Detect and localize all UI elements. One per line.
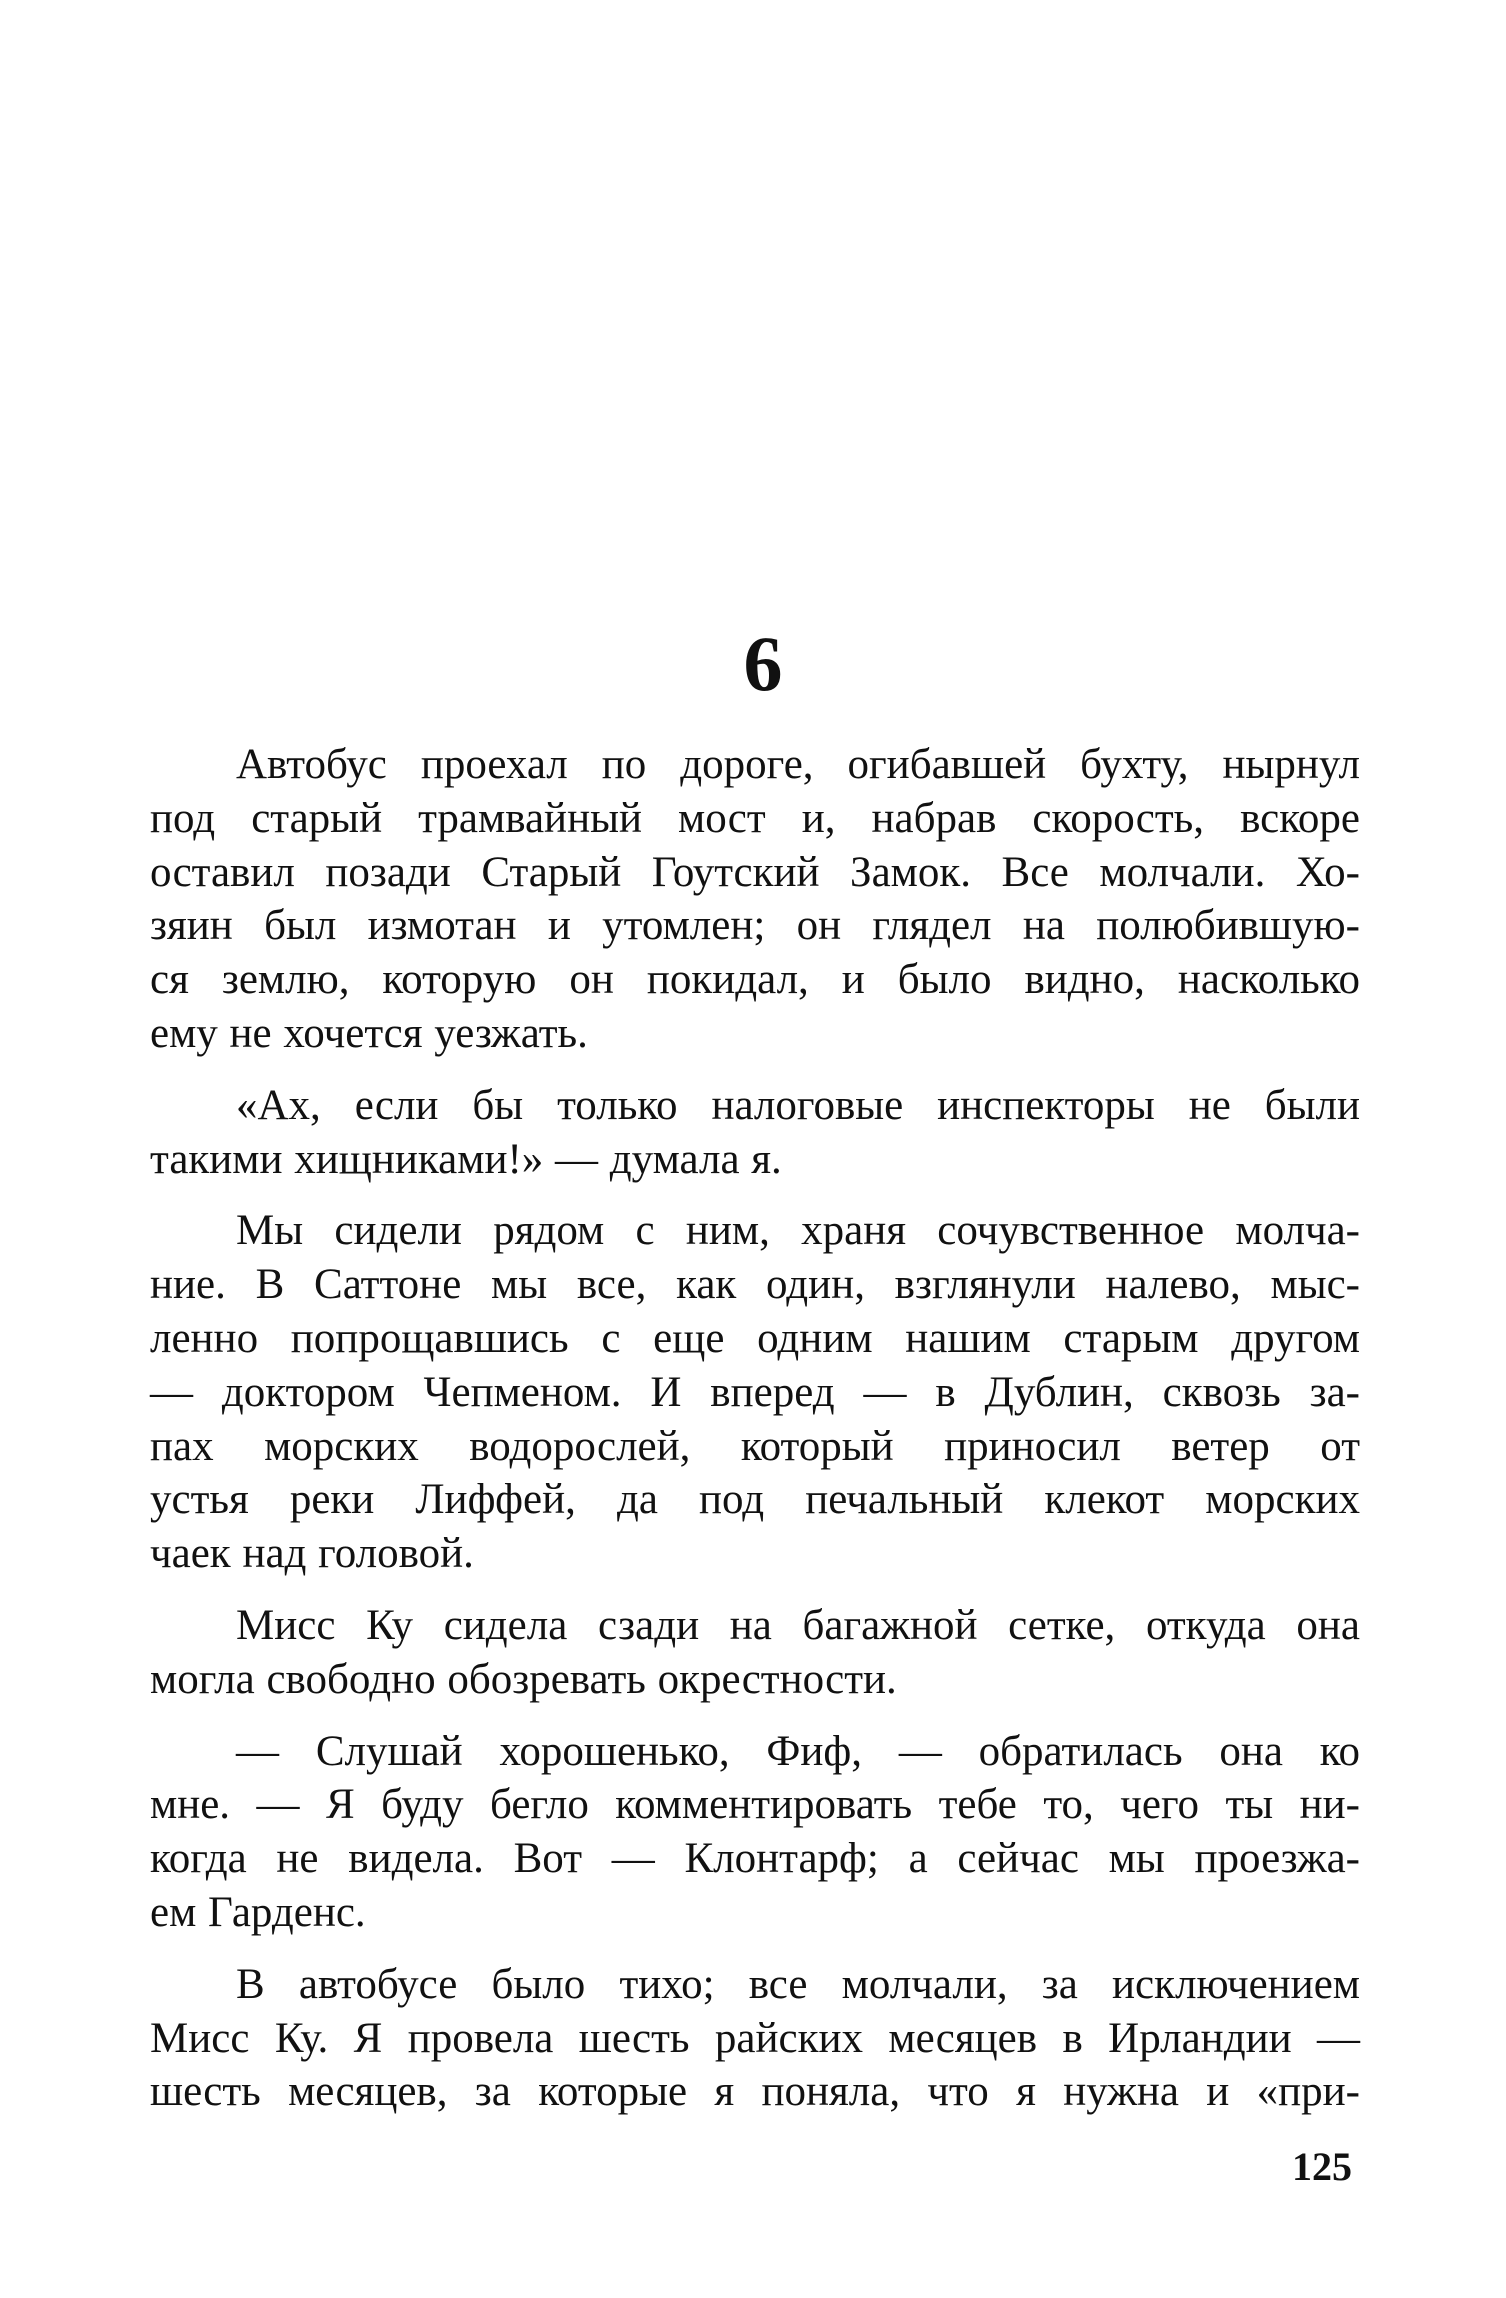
text-line: Мы сидели рядом с ним, храня сочувственное молча- <box>236 1207 1360 1255</box>
text-line: Мисс Ку. Я провела шесть райских месяцев в Ирландии — <box>150 2014 1360 2062</box>
text-line: «Ах, если бы только налоговые инспекторы не были <box>236 1081 1360 1129</box>
paragraph <box>150 1599 1360 1707</box>
paragraph <box>150 738 1360 1061</box>
paragraph <box>150 1079 1360 1187</box>
text-line: под старый трамвайный мост и, набрав скорость, вскоре <box>150 794 1360 842</box>
text-line: оставил позади Старый Гоутский Замок. Все молчали. Хо- <box>150 848 1360 896</box>
text-line: когда не видела. Вот — Клонтарф; а сейчас мы проезжа- <box>150 1835 1360 1883</box>
chapter-number: 6 <box>743 620 783 707</box>
text-line: мне. — Я буду бегло комментировать тебе то, чего ты ни- <box>150 1781 1360 1829</box>
text-line: такими хищниками!» — думала я. <box>150 1135 782 1183</box>
text-line: ем Гарденс. <box>150 1888 366 1936</box>
text-line: чаек над головой. <box>150 1530 474 1578</box>
text-line: устья реки Лиффей, да под печальный клекот морских <box>150 1476 1360 1524</box>
text-line: ся землю, которую он покидал, и было видно, насколько <box>150 956 1360 1004</box>
chapter-text <box>150 738 1360 2137</box>
text-line: ленно попрощавшись с еще одним нашим старым другом <box>150 1314 1360 1362</box>
text-line: — доктором Чепменом. И вперед — в Дублин, сквозь за- <box>150 1368 1360 1416</box>
text-line: зяин был измотан и утомлен; он глядел на полюбившую- <box>150 902 1360 950</box>
text-line: шесть месяцев, за которые я поняла, что я нужна и «при- <box>150 2068 1360 2116</box>
page-number: 125 <box>1292 2144 1352 2189</box>
text-line: могла свободно обозревать окрестности. <box>150 1655 897 1703</box>
paragraph <box>150 1725 1360 1940</box>
text-line: пах морских водорослей, который приносил ветер от <box>150 1422 1360 1470</box>
text-line: — Слушай хорошенько, Фиф, — обратилась она ко <box>236 1727 1360 1775</box>
paragraph <box>150 1204 1360 1581</box>
text-line: Автобус проехал по дороге, огибавшей бухту, нырнул <box>236 741 1360 788</box>
text-line: Мисс Ку сидела сзади на багажной сетке, откуда она <box>236 1601 1360 1649</box>
paragraph <box>150 1958 1360 2119</box>
text-line: ние. В Саттоне мы все, как один, взглянули налево, мыс- <box>150 1261 1360 1309</box>
text-line: В автобусе было тихо; все молчали, за исключением <box>236 1960 1360 2008</box>
text-line: ему не хочется уезжать. <box>150 1009 588 1057</box>
